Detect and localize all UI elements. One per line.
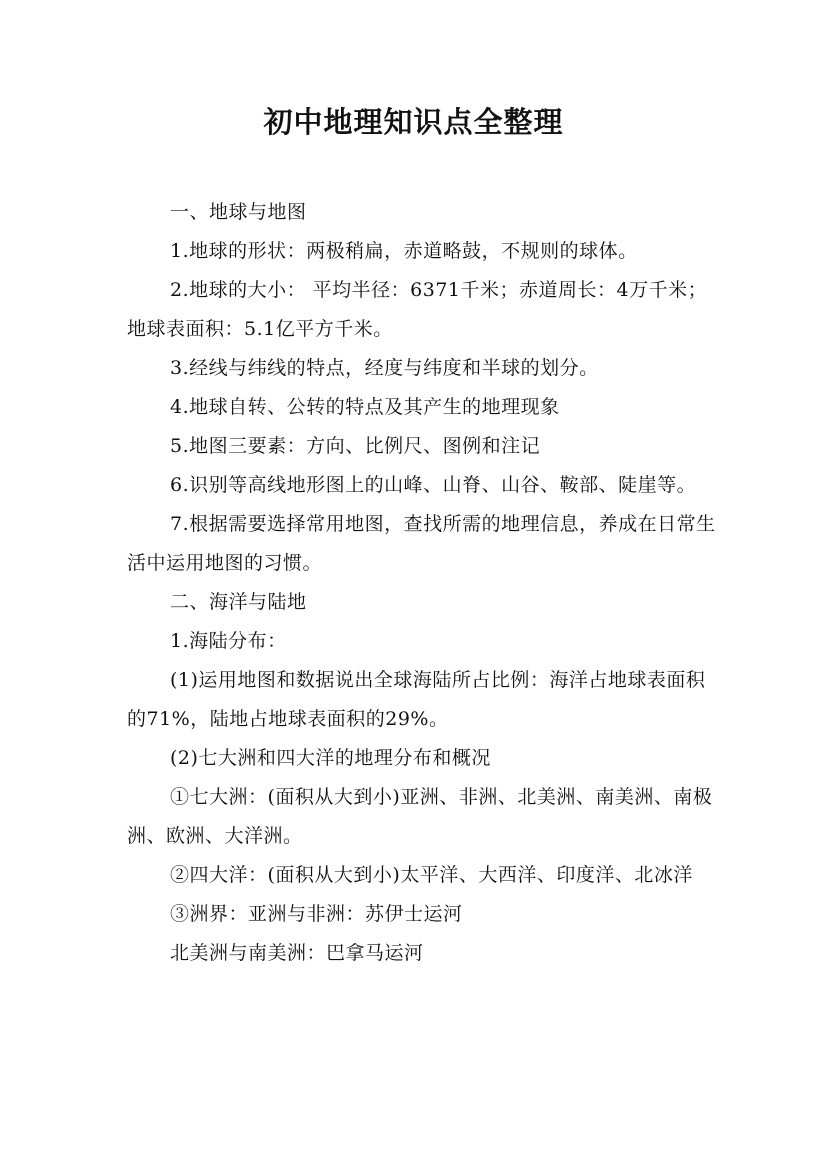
document-title: 初中地理知识点全整理	[263, 105, 564, 139]
paragraph-boundary-asia-africa: ③洲界：亚洲与非洲：苏伊士运河	[170, 903, 463, 925]
paragraph-map-usage: 7.根据需要选择常用地图，查找所需的地理信息，养成在日常生活中运用地图的习惯。	[127, 513, 716, 574]
paragraph-land-sea-distribution: 1.海陆分布：	[170, 630, 287, 652]
paragraph-four-oceans: ②四大洋：(面积从大到小)太平洋、大西洋、印度洋、北冰洋	[170, 864, 693, 886]
paragraph-rotation-revolution: 4.地球自转、公转的特点及其产生的地理现象	[170, 396, 560, 418]
paragraph-seven-continents: ①七大洲：(面积从大到小)亚洲、非洲、北美洲、南美洲、南极洲、欧洲、大洋洲。	[127, 786, 713, 847]
paragraph-boundary-americas: 北美洲与南美洲：巴拿马运河	[170, 942, 424, 964]
paragraph-meridians-parallels: 3.经线与纬线的特点，经度与纬度和半球的划分。	[170, 357, 599, 379]
paragraph-earth-shape: 1.地球的形状：两极稍扁，赤道略鼓，不规则的球体。	[170, 240, 638, 262]
paragraph-contour-map: 6.识别等高线地形图上的山峰、山脊、山谷、鞍部、陡崖等。	[170, 474, 697, 496]
paragraph-earth-size: 2.地球的大小： 平均半径：6371千米；赤道周长：4万千米；地球表面积：5.1亿平方千米。	[127, 279, 708, 340]
document-body	[127, 193, 717, 973]
paragraph-land-sea-ratio: (1)运用地图和数据说出全球海陆所占比例：海洋占地球表面积的71%，陆地占地球表面积的29%。	[127, 669, 706, 730]
section-heading-ocean-and-land: 二、海洋与陆地	[170, 591, 307, 613]
paragraph-map-elements: 5.地图三要素：方向、比例尺、图例和注记	[170, 435, 541, 457]
section-heading-earth-and-maps: 一、地球与地图	[170, 201, 307, 223]
paragraph-continents-oceans: (2)七大洲和四大洋的地理分布和概况	[170, 747, 491, 769]
